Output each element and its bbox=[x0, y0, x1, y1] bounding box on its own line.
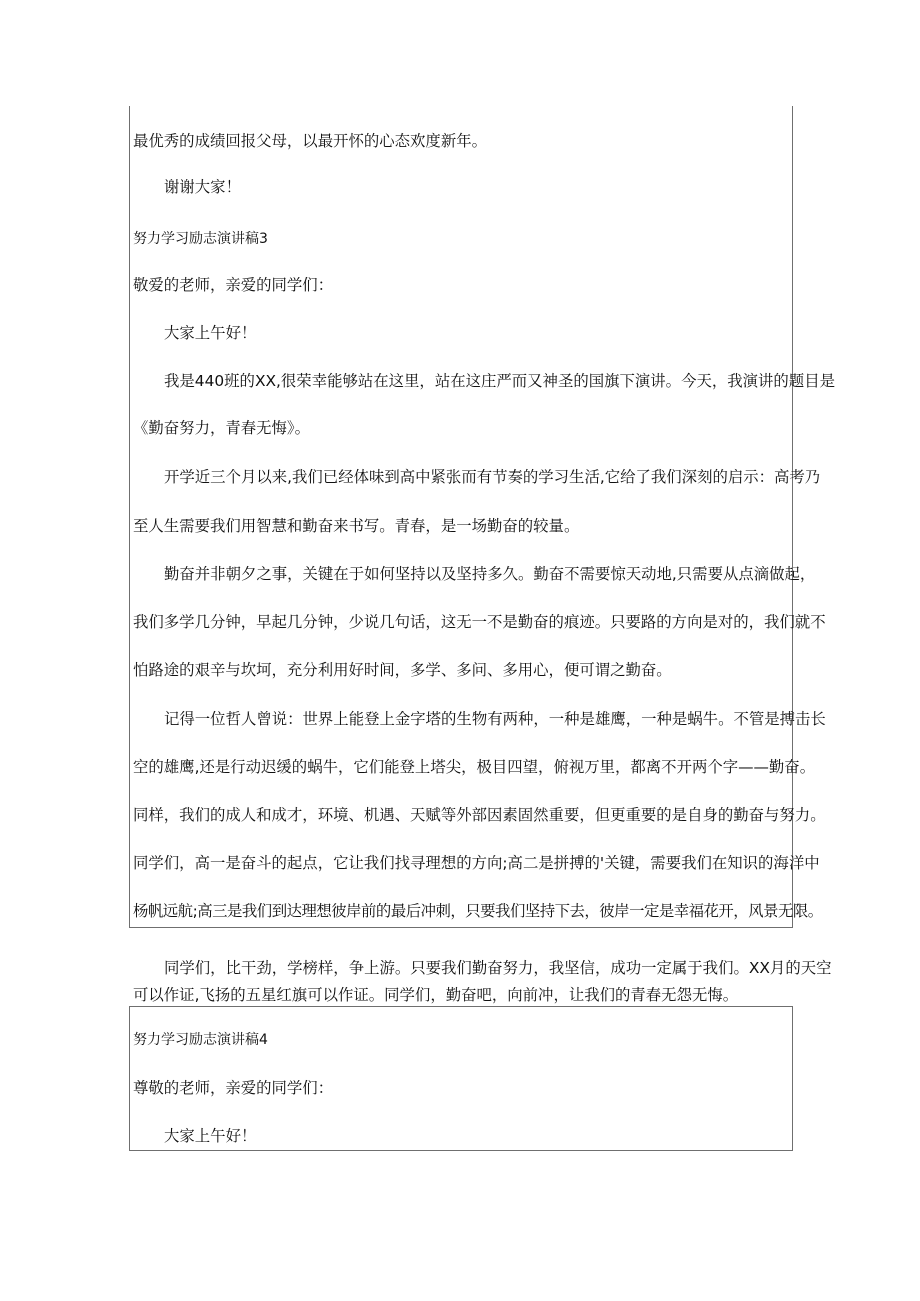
paragraph-line: 空的雄鹰,还是行动迟缓的蜗牛，它们能登上塔尖，极目四望，俯视万里，都离不开两个字——勤奋。 bbox=[133, 758, 816, 776]
paragraph-line: 至人生需要我们用智慧和勤奋来书写。青春，是一场勤奋的较量。 bbox=[133, 517, 580, 535]
section-heading-3: 努力学习励志演讲稿3 bbox=[133, 231, 268, 247]
paragraph-line: 可以作证,飞扬的五星红旗可以作证。同学们，勤奋吧，向前冲，让我们的青春无怨无悔。 bbox=[133, 986, 739, 1004]
thanks-line: 谢谢大家！ bbox=[164, 178, 241, 196]
greeting-line: 大家上午好！ bbox=[164, 324, 257, 342]
paragraph-line: 记得一位哲人曾说：世界上能登上金字塔的生物有两种，一种是雄鹰，一种是蜗牛。不管是搏击长 bbox=[164, 710, 826, 728]
greeting-line: 大家上午好！ bbox=[164, 1127, 257, 1145]
paragraph-line: 杨帆远航;高三是我们到达理想彼岸前的最后冲刺，只要我们坚持下去，彼岸一定是幸福花开，风景无限。 bbox=[133, 902, 823, 920]
paragraph-line: 怕路途的艰辛与坎坷，充分利用好时间，多学、多问、多用心，便可谓之勤奋。 bbox=[133, 661, 672, 679]
paragraph-line: 同学们，比干劲，学榜样，争上游。只要我们勤奋努力，我坚信，成功一定属于我们。XX月的天空 bbox=[164, 959, 832, 977]
greeting-line: 尊敬的老师，亲爱的同学们： bbox=[133, 1079, 334, 1097]
greeting-line: 敬爱的老师，亲爱的同学们： bbox=[133, 276, 334, 294]
paragraph-line: 开学近三个月以来,我们已经体味到高中紧张而有节奏的学习生活,它给了我们深刻的启示：高考乃 bbox=[164, 468, 821, 486]
paragraph-line: 最优秀的成绩回报父母，以最开怀的心态欢度新年。 bbox=[133, 132, 487, 150]
paragraph-line: 《勤奋努力，青春无悔》。 bbox=[133, 419, 310, 437]
paragraph-line: 同样，我们的成人和成才，环境、机遇、天赋等外部因素固然重要，但更重要的是自身的勤奋与努力。 bbox=[133, 806, 826, 824]
paragraph-line: 勤奋并非朝夕之事，关键在于如何坚持以及坚持多久。勤奋不需要惊天动地,只需要从点滴做起， bbox=[164, 565, 816, 583]
section-heading-4: 努力学习励志演讲稿4 bbox=[133, 1032, 268, 1048]
paragraph-line: 我们多学几分钟，早起几分钟，少说几句话，这无一不是勤奋的痕迹。只要路的方向是对的，我们就不 bbox=[133, 613, 826, 631]
paragraph-line: 我是440班的XX,很荣幸能够站在这里，站在这庄严而又神圣的国旗下演讲。今天，我演讲的题目是 bbox=[164, 372, 835, 390]
paragraph-line: 同学们，高一是奋斗的起点，它让我们找寻理想的方向;高二是拼搏的'关键，需要我们在知识的海洋中 bbox=[133, 854, 820, 872]
